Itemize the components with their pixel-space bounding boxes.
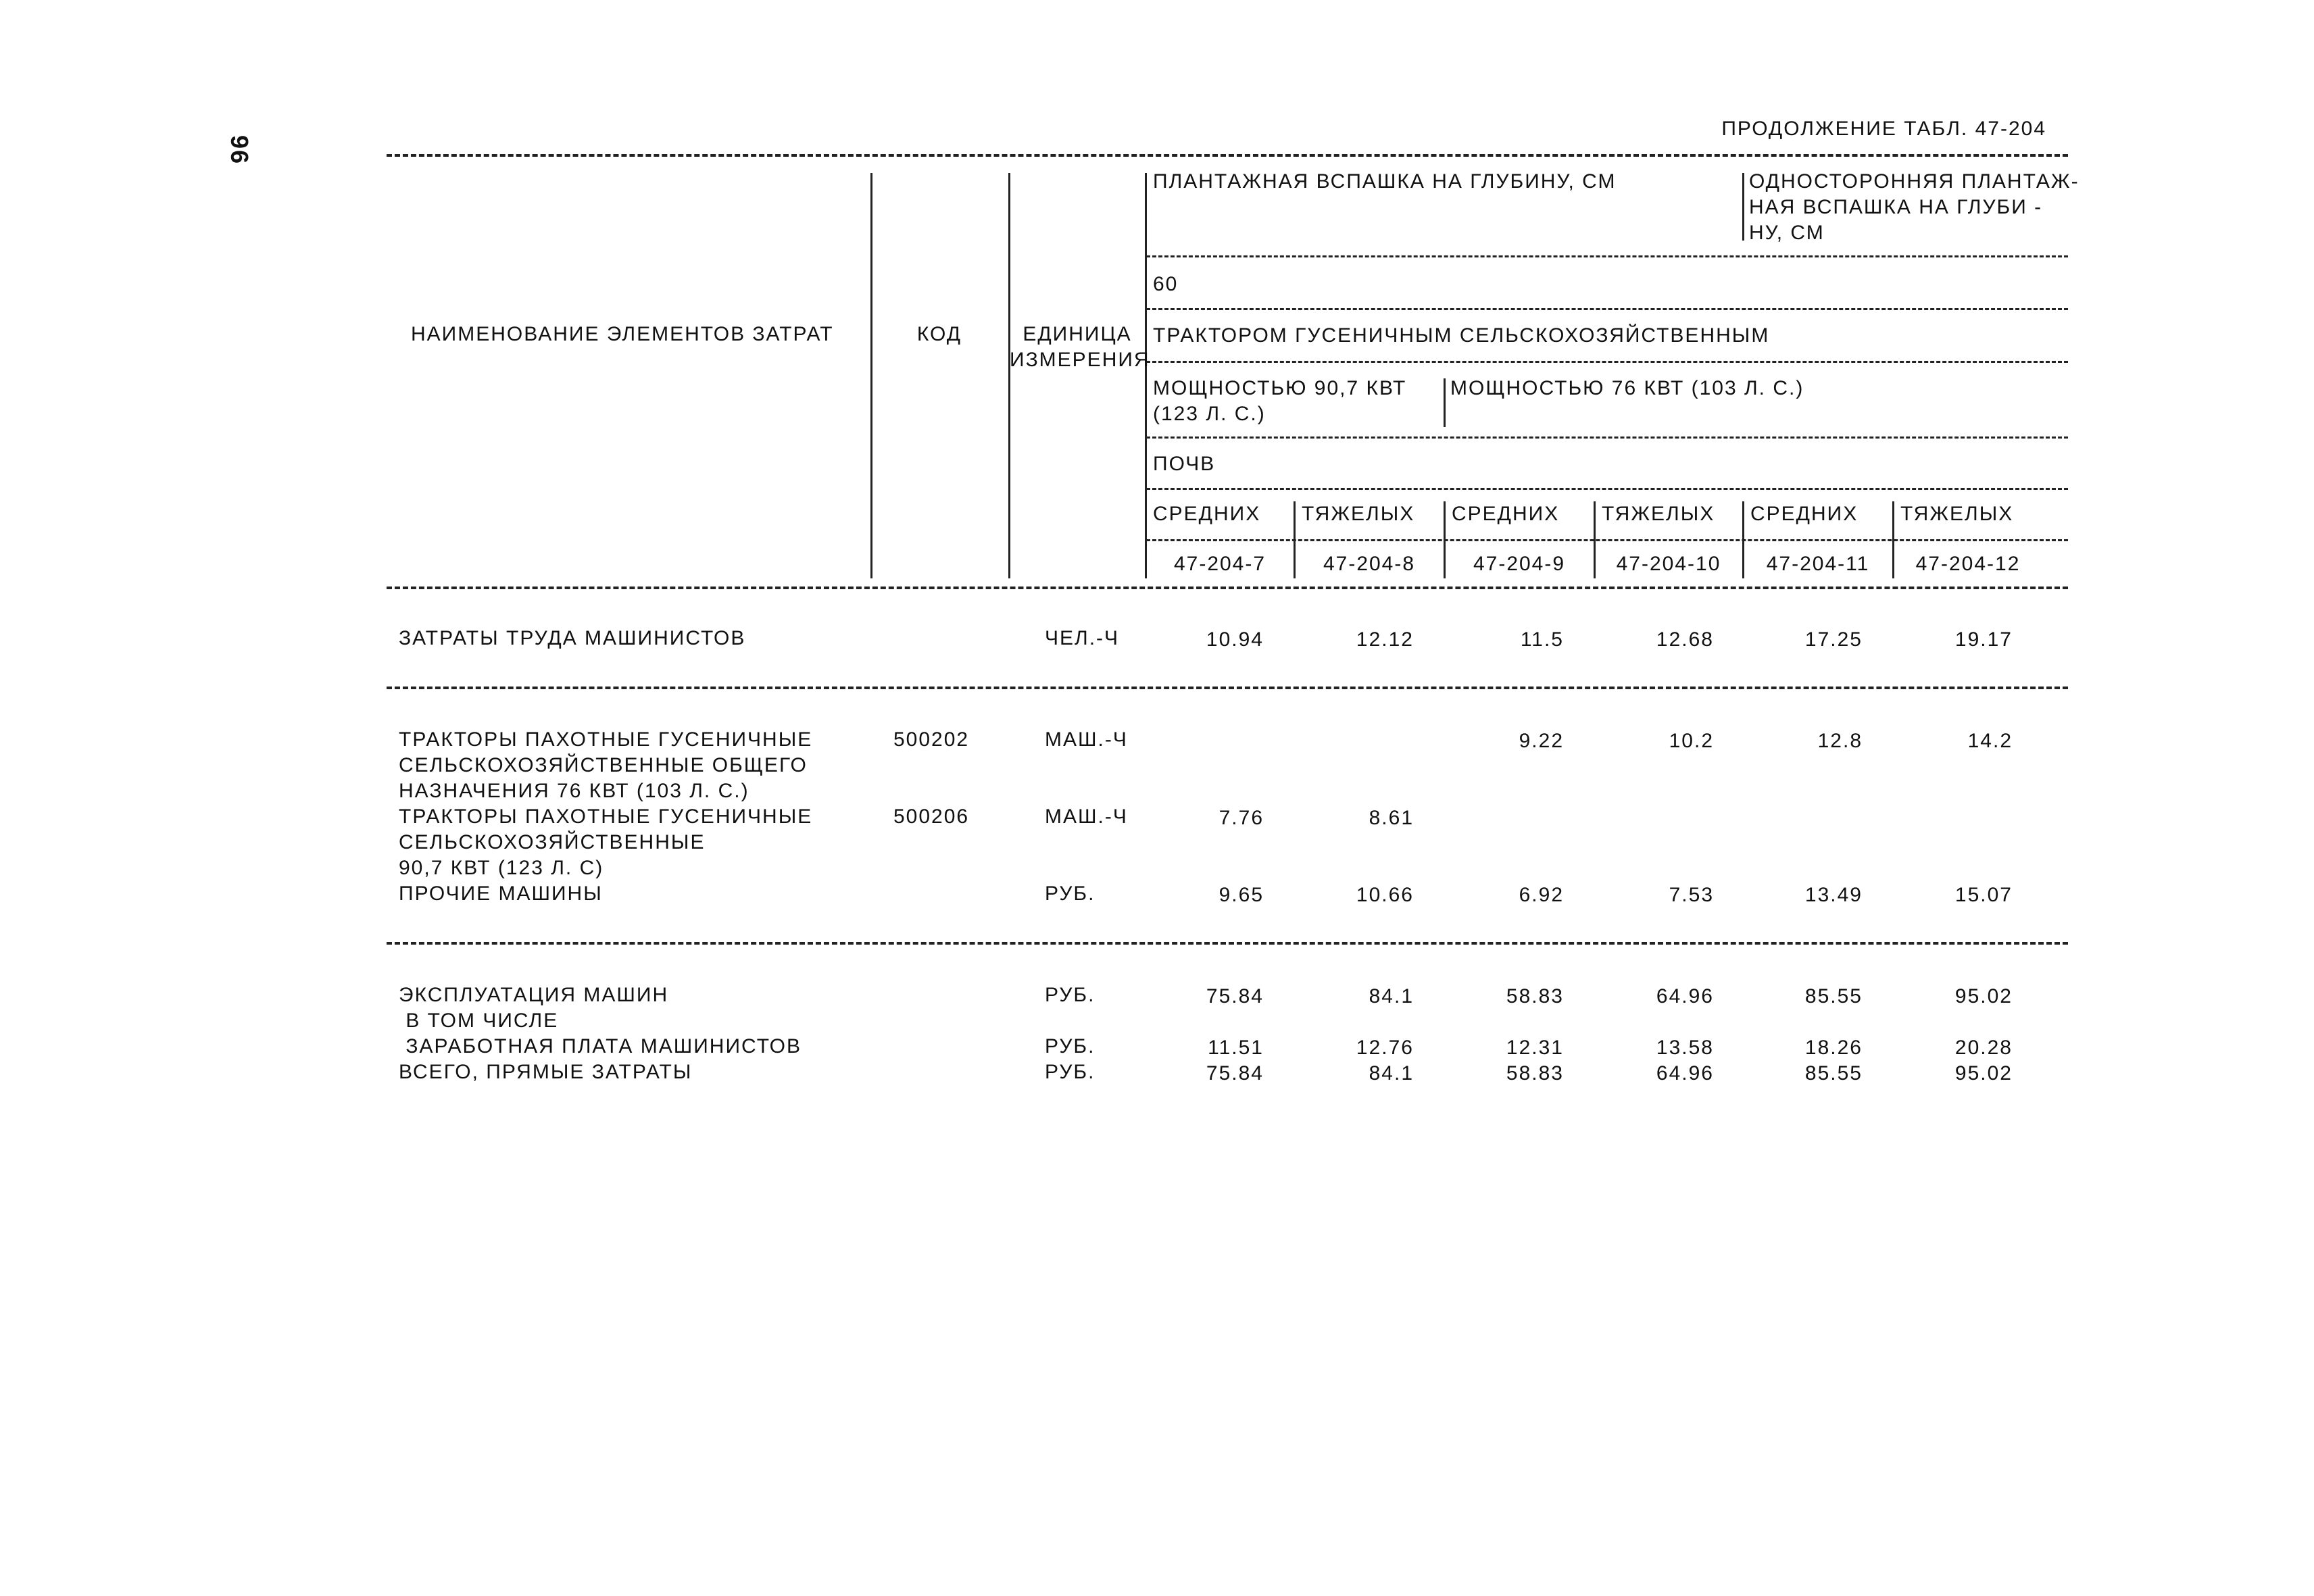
totals-value: 75.84 (1206, 1062, 1264, 1084)
column-divider-one-sided (1742, 173, 1744, 241)
header-unit-line-2: ИЗМЕРЕНИЯ (1010, 349, 1150, 371)
totals-value: 64.96 (1656, 1062, 1714, 1084)
machine-row-name: СЕЛЬСКОХОЗЯЙСТВЕННЫЕ (399, 831, 706, 853)
totals-value: 95.02 (1954, 1062, 2013, 1084)
machine-value: 9.22 (1519, 730, 1564, 752)
header-soil-type: СРЕДНИХ (1452, 503, 1560, 525)
labor-value: 10.94 (1206, 628, 1264, 651)
section-rule (387, 687, 2068, 689)
machine-value: 6.92 (1519, 884, 1564, 906)
column-divider-code (1008, 173, 1010, 578)
header-soil-type: ТЯЖЕЛЫХ (1900, 503, 2014, 525)
machine-value: 7.53 (1669, 884, 1714, 906)
header-norm-code: 47-204-11 (1766, 553, 1870, 575)
labor-value: 19.17 (1954, 628, 2013, 651)
labor-value: 11.5 (1520, 628, 1564, 651)
header-plantage: ПЛАНТАЖНАЯ ВСПАШКА НА ГЛУБИНУ, СМ (1153, 170, 1617, 193)
machine-row-name: ПРОЧИЕ МАШИНЫ (399, 882, 603, 905)
totals-value: 18.26 (1804, 1037, 1863, 1059)
totals-value: 84.1 (1369, 985, 1414, 1007)
header-rule-soils (1146, 437, 2068, 439)
header-one-sided-line-1: ОДНОСТОРОННЯЯ ПЛАНТАЖ- (1749, 170, 2079, 193)
header-soil-type: ТЯЖЕЛЫХ (1302, 503, 1415, 525)
totals-row-name: ВСЕГО, ПРЯМЫЕ ЗАТРАТЫ (399, 1061, 693, 1083)
totals-row-unit: РУБ. (1045, 984, 1096, 1006)
labor-value: 12.68 (1656, 628, 1714, 651)
totals-value: 13.58 (1656, 1037, 1714, 1059)
header-rule-depth (1146, 255, 2068, 257)
totals-value: 11.51 (1208, 1037, 1264, 1059)
machine-row-name: СЕЛЬСКОХОЗЯЙСТВЕННЫЕ ОБЩЕГО (399, 754, 808, 776)
machine-row-unit: МАШ.-Ч (1045, 805, 1128, 828)
header-power-1-line-2: (123 Л. С.) (1153, 403, 1266, 425)
machine-row-code: 500206 (893, 805, 970, 828)
labor-row-name: ЗАТРАТЫ ТРУДА МАШИНИСТОВ (399, 627, 746, 649)
header-power-2: МОЩНОСТЬЮ 76 КВТ (103 Л. С.) (1450, 377, 1804, 399)
header-bottom-rule (387, 587, 2068, 589)
machine-row-name: НАЗНАЧЕНИЯ 76 КВТ (103 Л. С.) (399, 780, 749, 802)
header-one-sided-line-3: НУ, СМ (1749, 222, 1825, 244)
header-top-rule (387, 154, 2068, 157)
machine-value: 9.65 (1218, 884, 1264, 906)
totals-row-name: ЗАРАБОТНАЯ ПЛАТА МАШИНИСТОВ (399, 1035, 802, 1057)
header-power-1-line-1: МОЩНОСТЬЮ 90,7 КВТ (1153, 377, 1407, 399)
header-code-column: КОД (916, 323, 962, 345)
totals-value: 85.55 (1804, 1062, 1863, 1084)
column-divider-unit (1145, 173, 1147, 578)
labor-value: 12.12 (1356, 628, 1414, 651)
header-unit-line-1: ЕДИНИЦА (1023, 323, 1132, 345)
header-norm-code: 47-204-7 (1173, 553, 1266, 575)
machine-row-name: ТРАКТОРЫ ПАХОТНЫЕ ГУСЕНИЧНЫЕ (399, 728, 813, 751)
totals-value: 12.31 (1506, 1037, 1564, 1059)
machine-value: 7.76 (1218, 807, 1264, 829)
header-soils: ПОЧВ (1153, 453, 1216, 475)
header-rule-tractor (1146, 308, 2068, 310)
section-rule (387, 942, 2068, 945)
totals-value: 84.1 (1369, 1062, 1414, 1084)
machine-row-name: 90,7 КВТ (123 Л. С) (399, 857, 604, 879)
machine-row-unit: МАШ.-Ч (1045, 728, 1128, 751)
totals-value: 75.84 (1206, 985, 1264, 1007)
header-name-column: НАИМЕНОВАНИЕ ЭЛЕМЕНТОВ ЗАТРАТ (411, 323, 834, 345)
machine-value: 12.8 (1817, 730, 1863, 752)
totals-row-unit: РУБ. (1045, 1035, 1096, 1057)
machine-value: 10.2 (1669, 730, 1714, 752)
machine-value: 13.49 (1804, 884, 1863, 906)
totals-value: 20.28 (1954, 1037, 2013, 1059)
machine-value: 8.61 (1369, 807, 1414, 829)
totals-row-unit: РУБ. (1045, 1061, 1096, 1083)
labor-row-unit: ЧЕЛ.-Ч (1045, 627, 1120, 649)
page-number: 96 (226, 135, 253, 166)
header-rule-soil-types (1146, 488, 2068, 490)
totals-value: 95.02 (1954, 985, 2013, 1007)
totals-value: 58.83 (1506, 1062, 1564, 1084)
table-continuation-title: ПРОДОЛЖЕНИЕ ТАБЛ. 47-204 (1721, 118, 2046, 140)
machine-value: 10.66 (1356, 884, 1414, 906)
totals-row-name: В ТОМ ЧИСЛЕ (399, 1009, 559, 1032)
header-rule-codes (1146, 539, 2068, 541)
machine-row-unit: РУБ. (1045, 882, 1096, 905)
header-norm-code: 47-204-12 (1915, 553, 2021, 575)
column-divider-power (1444, 378, 1446, 427)
machine-value: 15.07 (1954, 884, 2013, 906)
machine-row-name: ТРАКТОРЫ ПАХОТНЫЕ ГУСЕНИЧНЫЕ (399, 805, 813, 828)
header-depth: 60 (1153, 273, 1179, 295)
header-soil-type: ТЯЖЕЛЫХ (1602, 503, 1715, 525)
totals-value: 12.76 (1356, 1037, 1414, 1059)
totals-row-name: ЭКСПЛУАТАЦИЯ МАШИН (399, 984, 669, 1006)
labor-value: 17.25 (1804, 628, 1863, 651)
totals-value: 58.83 (1506, 985, 1564, 1007)
header-norm-code: 47-204-9 (1473, 553, 1566, 575)
machine-value: 14.2 (1967, 730, 2013, 752)
header-soil-type: СРЕДНИХ (1153, 503, 1261, 525)
header-tractor: ТРАКТОРОМ ГУСЕНИЧНЫМ СЕЛЬСКОХОЗЯЙСТВЕННЫМ (1153, 324, 1770, 347)
header-norm-code: 47-204-10 (1616, 553, 1721, 575)
column-divider-name (870, 173, 872, 578)
header-rule-power (1146, 361, 2068, 363)
header-one-sided-line-2: НАЯ ВСПАШКА НА ГЛУБИ - (1749, 196, 2043, 218)
machine-row-code: 500202 (893, 728, 970, 751)
totals-value: 64.96 (1656, 985, 1714, 1007)
totals-value: 85.55 (1804, 985, 1863, 1007)
header-soil-type: СРЕДНИХ (1750, 503, 1858, 525)
header-norm-code: 47-204-8 (1323, 553, 1416, 575)
